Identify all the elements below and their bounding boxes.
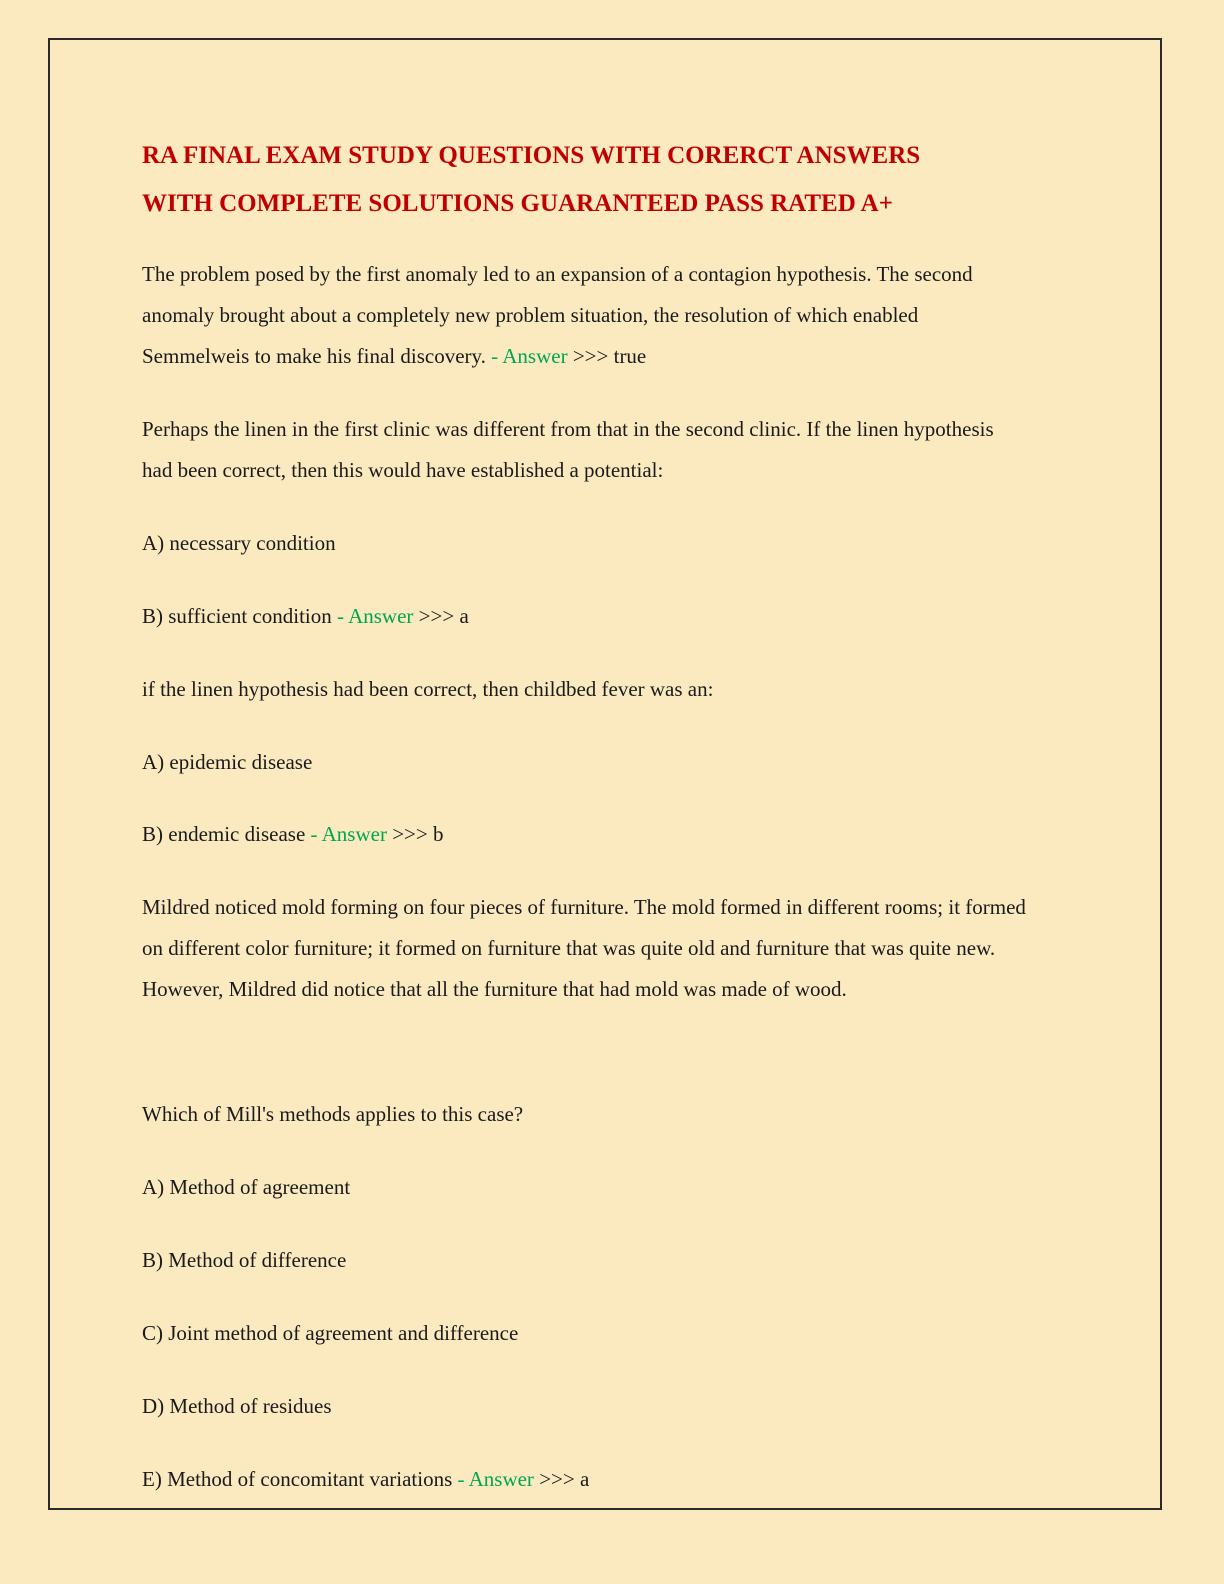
question-block-9 [142,1094,1028,1135]
option-block-12 [142,1313,1028,1354]
answer-value: >>> a [418,603,469,628]
paragraph-block-5 [142,669,1028,710]
answer-label: Answer [348,603,414,628]
paragraph-text: D) Method of residues [142,1393,332,1418]
paragraph-text: B) endemic disease [142,822,306,847]
paragraph-block-8 [142,887,1028,1010]
paragraph-block-2 [142,409,1028,491]
paragraph-text: Mildred noticed mold forming on four pieces of furniture. The mold formed in different rooms; it formed on different color furniture; it formed on furniture that was quite old and furniture that was quite new. However, Mildred did notice that all the furniture that had mold was made of wood. [142,895,1026,1002]
paragraph-spacer [142,1042,1028,1094]
option-block-10 [142,1167,1028,1208]
document-content [142,132,1028,1532]
paragraph-text: The problem posed by the first anomaly led to an expansion of a contagion hypothesis. The second anomaly brought about a completely new problem situation, the resolution of which enabled Semmelweis to make his final discovery. [142,262,973,368]
paragraph-block-1 [142,254,1028,377]
paragraph-text: C) Joint method of agreement and difference [142,1321,519,1345]
paragraph-text: A) Method of agreement [142,1175,351,1200]
paragraph-text: A) epidemic disease [142,749,313,774]
answer-value: >>> b [392,822,444,847]
page-title-line-1: RA FINAL EXAM STUDY QUESTIONS WITH CORERCT ANSWERS [142,142,921,169]
paragraph-text: B) sufficient condition [142,603,332,628]
page-title-line-2: WITH COMPLETE SOLUTIONS GUARANTEED PASS RATED A+ [142,190,893,217]
option-block-11 [142,1240,1028,1281]
paragraph-text: B) Method of difference [142,1248,347,1273]
page-title [142,132,1028,228]
answer-dash: - [457,1466,465,1491]
document-page [48,38,1162,1510]
answer-value: >>> a [539,1466,590,1491]
option-block-13 [142,1386,1028,1427]
answer-dash: - [337,603,344,628]
paragraph-text: Perhaps the linen in the first clinic was different from that in the second clinic. If the linen hypothesis had been correct, then this would have established a potential: [142,416,994,482]
answer-label: Answer [502,343,568,368]
option-block-7 [142,814,1028,855]
option-block-14 [142,1459,1028,1500]
paragraph-text: if the linen hypothesis had been correct, then childbed fever was an: [142,676,714,701]
option-block-3 [142,523,1028,564]
paragraph-text: Which of Mill's methods applies to this case? [142,1102,524,1127]
paragraph-text: E) Method of concomitant variations [142,1466,453,1491]
answer-value: >>> true [572,343,647,368]
answer-label: Answer [321,822,387,847]
option-block-6 [142,742,1028,783]
answer-dash: - [491,343,499,368]
answer-dash: - [310,822,318,847]
paragraph-text: A) necessary condition [142,530,336,555]
answer-label: Answer [468,1466,534,1491]
option-block-4 [142,596,1028,637]
